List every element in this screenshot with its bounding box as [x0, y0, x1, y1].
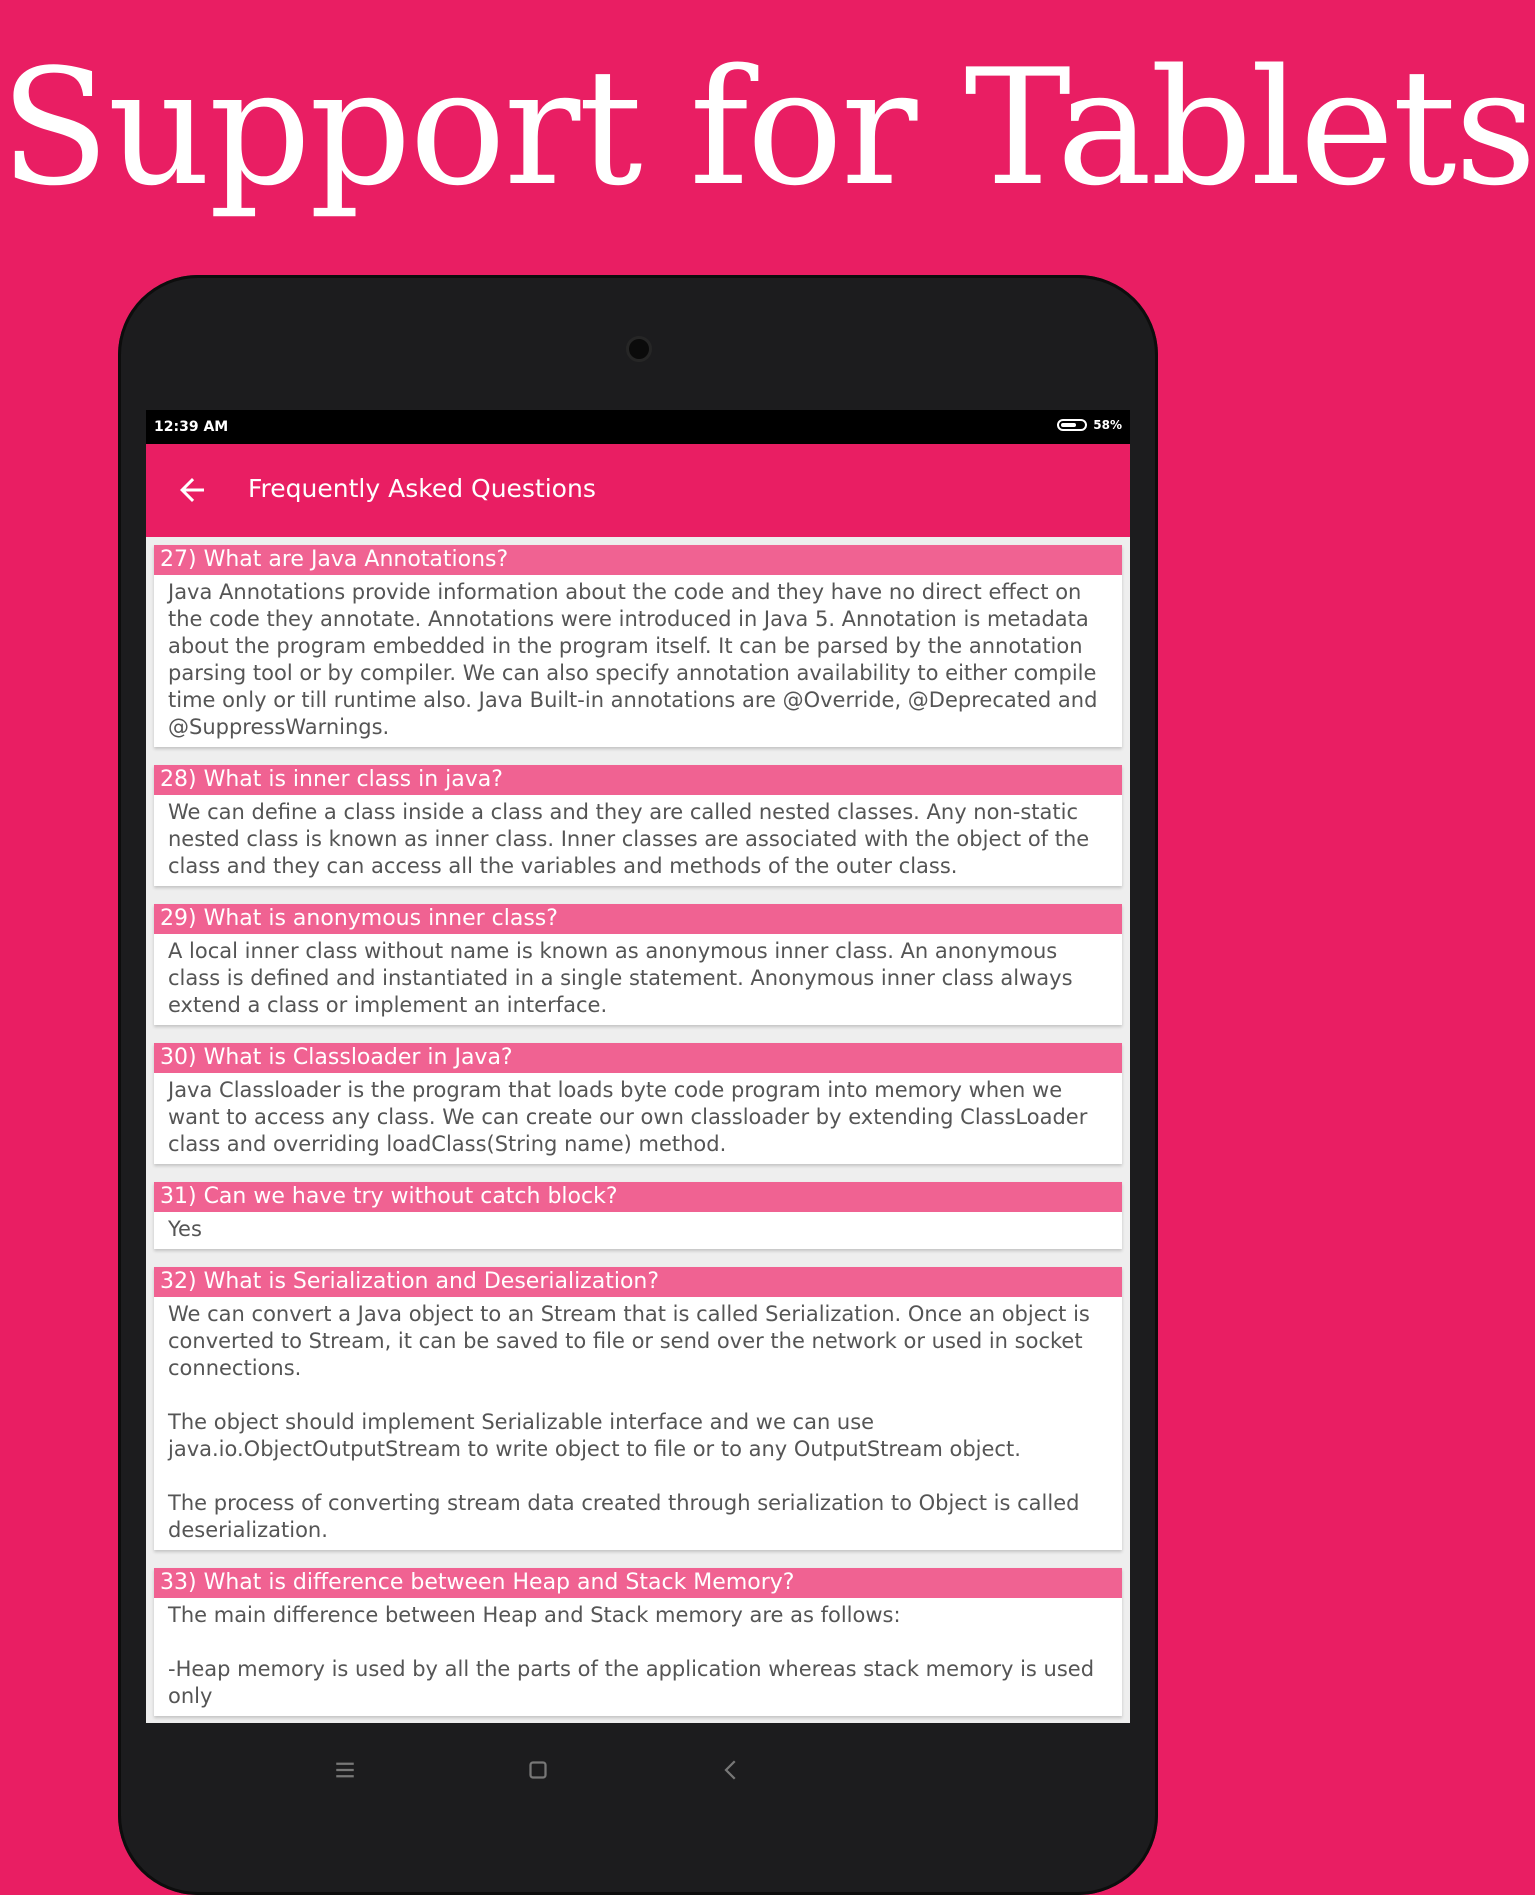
faq-answer — [154, 1598, 1122, 1716]
home-icon[interactable] — [523, 1755, 553, 1785]
faq-answer-paragraph: The object should implement Serializable interface and we can use java.io.ObjectOutputStream to write object to file or to any OutputStream object. — [168, 1410, 1021, 1461]
faq-answer — [154, 1297, 1122, 1550]
faq-card — [154, 1043, 1122, 1164]
status-bar — [146, 410, 1130, 444]
faq-card — [154, 1182, 1122, 1249]
faq-question: 32) What is Serialization and Deserialization? — [154, 1267, 1122, 1297]
camera-icon — [626, 336, 652, 362]
faq-question: 33) What is difference between Heap and Stack Memory? — [154, 1568, 1122, 1598]
faq-answer-paragraph: A local inner class without name is known as anonymous inner class. An anonymous class is defined and instantiated in a single statement. Anonymous inner class always extend a class or implement an interface. — [168, 939, 1073, 1017]
faq-question: 31) Can we have try without catch block? — [154, 1182, 1122, 1212]
faq-answer-paragraph: We can define a class inside a class and they are called nested classes. Any non-static nested class is known as inner class. Inner classes are associated with the object of the class and they can access all the variables and methods of the outer class. — [168, 800, 1090, 878]
faq-answer-paragraph: Java Classloader is the program that loads byte code program into memory when we want to access any class. We can create our own classloader by extending ClassLoader class and overriding loadClass(String name) method. — [168, 1078, 1088, 1156]
faq-answer-paragraph: Yes — [168, 1217, 202, 1241]
faq-answer-paragraph: Java Annotations provide information about the code and they have no direct effect on the code they annotate. Annotations were introduced in Java 5. Annotation is metadata about the program embedded in the program itself. It can be parsed by the annotation parsing tool or by compiler. We can also specify annotation availability to either compile time only or till runtime also. Java Built-in annotations are @Override, @Deprecated and @SuppressWarnings. — [168, 580, 1098, 739]
app-bar-title: Frequently Asked Questions — [248, 474, 596, 503]
faq-card — [154, 545, 1122, 747]
app-screen — [146, 410, 1130, 1723]
tablet-frame — [118, 275, 1158, 1895]
faq-answer — [154, 1073, 1122, 1164]
faq-answer-paragraph: -Heap memory is used by all the parts of the application whereas stack memory is used only — [168, 1657, 1095, 1708]
faq-answer-paragraph: The process of converting stream data created through serialization to Object is called deserialization. — [168, 1491, 1080, 1542]
faq-answer — [154, 795, 1122, 886]
faq-list[interactable] — [154, 537, 1122, 1734]
battery-icon — [1057, 419, 1087, 431]
faq-answer-paragraph: The main difference between Heap and Stack memory are as follows: — [168, 1603, 901, 1627]
back-icon[interactable] — [716, 1755, 746, 1785]
faq-answer — [154, 575, 1122, 747]
faq-question: 27) What are Java Annotations? — [154, 545, 1122, 575]
faq-card — [154, 1568, 1122, 1716]
arrow-back-icon[interactable] — [174, 472, 210, 508]
faq-question: 28) What is inner class in java? — [154, 765, 1122, 795]
faq-answer — [154, 934, 1122, 1025]
status-battery — [1057, 418, 1122, 432]
faq-question: 29) What is anonymous inner class? — [154, 904, 1122, 934]
faq-card — [154, 1267, 1122, 1550]
faq-card — [154, 765, 1122, 886]
app-bar — [146, 444, 1130, 537]
menu-icon[interactable] — [330, 1755, 360, 1785]
faq-question: 30) What is Classloader in Java? — [154, 1043, 1122, 1073]
battery-percent: 58% — [1093, 418, 1122, 432]
faq-card — [154, 904, 1122, 1025]
faq-answer-paragraph: We can convert a Java object to an Stream that is called Serialization. Once an object is converted to Stream, it can be saved to file or send over the network or used in socket connections. — [168, 1302, 1090, 1380]
status-time: 12:39 AM — [154, 419, 229, 435]
faq-answer — [154, 1212, 1122, 1249]
navigation-bar — [118, 1723, 1158, 1823]
promo-headline: Support for Tablets — [0, 34, 1535, 221]
